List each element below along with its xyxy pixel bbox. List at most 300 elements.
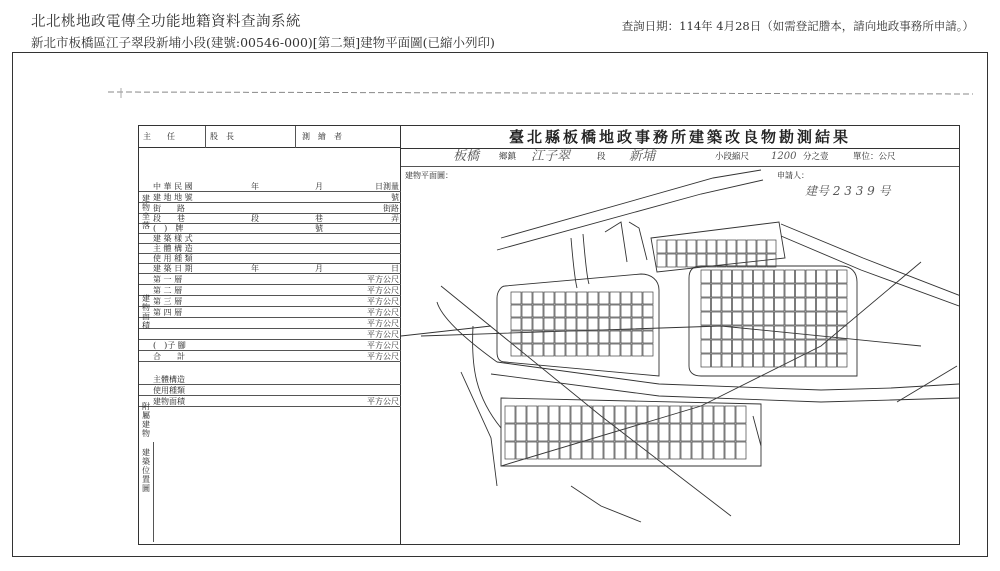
lot-cell xyxy=(712,354,722,367)
lot-cell xyxy=(681,442,691,459)
lot-cell xyxy=(701,354,711,367)
lot-cell xyxy=(817,270,827,283)
lot-cell xyxy=(785,270,795,283)
site-divider xyxy=(153,442,154,542)
row-label: 主 體 構 造 xyxy=(153,244,193,253)
lot-cell xyxy=(621,305,631,317)
lot-cell xyxy=(643,331,653,343)
lot-cell xyxy=(560,406,570,423)
row-mid-2: 月 xyxy=(315,182,323,191)
lot-cell xyxy=(577,318,587,330)
row-label: ( )子 腳 xyxy=(153,341,186,350)
applicant-label: 申請人： xyxy=(777,171,809,180)
lot-cell xyxy=(727,240,736,253)
row-unit: 平方公尺 xyxy=(367,319,399,328)
lot-cell xyxy=(582,424,592,441)
row-mid-1: 年 xyxy=(251,264,259,273)
lot-cell xyxy=(754,284,764,297)
lot-cell xyxy=(764,312,774,325)
lot-cell xyxy=(533,331,543,343)
form-row xyxy=(139,341,401,351)
lot-cell xyxy=(717,240,726,253)
lot-cell xyxy=(806,354,816,367)
lot-cell xyxy=(599,344,609,356)
lot-cell xyxy=(817,298,827,311)
map-panel xyxy=(401,126,959,544)
lot-cell xyxy=(555,292,565,304)
row-mid-1: 年 xyxy=(251,182,259,191)
form-row xyxy=(139,386,401,396)
lot-cell xyxy=(599,331,609,343)
lot-cell xyxy=(659,424,669,441)
lot-cell xyxy=(775,284,785,297)
lot-cell xyxy=(522,344,532,356)
lot-cell xyxy=(722,326,732,339)
row-unit: 平方公尺 xyxy=(367,286,399,295)
lot-cell xyxy=(838,284,848,297)
scale-unit: 分之壹 xyxy=(803,152,829,162)
lot-cell xyxy=(643,292,653,304)
lot-cell xyxy=(566,292,576,304)
lot-cell xyxy=(806,326,816,339)
lot-cell xyxy=(555,331,565,343)
form-row xyxy=(139,234,401,244)
lot-cell xyxy=(817,312,827,325)
lot-cell xyxy=(701,326,711,339)
lot-cell xyxy=(764,340,774,353)
row-label: 第 四 層 xyxy=(153,308,183,317)
lot-cell xyxy=(754,312,764,325)
lot-cell xyxy=(577,344,587,356)
lot-cell xyxy=(659,442,669,459)
document-title: 臺北縣板橋地政事務所建築改良物勘測結果 xyxy=(401,126,959,149)
form-row xyxy=(139,330,401,340)
lot-cell xyxy=(785,298,795,311)
form-row xyxy=(139,182,401,192)
lot-cell xyxy=(838,270,848,283)
lot-cell xyxy=(796,284,806,297)
lot-cell xyxy=(701,298,711,311)
lot-cell xyxy=(505,442,515,459)
lot-cell xyxy=(637,424,647,441)
lot-cell xyxy=(806,270,816,283)
lot-cell xyxy=(775,270,785,283)
lot-cell xyxy=(733,354,743,367)
lot-cell xyxy=(527,424,537,441)
row-mid-1: 段 xyxy=(251,214,259,223)
lot-cell xyxy=(767,240,776,253)
lot-cell xyxy=(692,424,702,441)
lot-cell xyxy=(754,298,764,311)
lot-cell xyxy=(703,424,713,441)
lot-cell xyxy=(626,406,636,423)
lot-cell xyxy=(754,326,764,339)
lot-cell xyxy=(796,298,806,311)
row-unit: 平方公尺 xyxy=(367,341,399,350)
lot-cell xyxy=(593,424,603,441)
lot-cell xyxy=(736,442,746,459)
lot-cell xyxy=(747,254,756,267)
lot-cell xyxy=(785,340,795,353)
signature-row xyxy=(139,126,401,148)
lot-cell xyxy=(712,326,722,339)
row-unit: 平方公尺 xyxy=(367,297,399,306)
lot-cell xyxy=(657,240,666,253)
lot-cell xyxy=(588,344,598,356)
row-label: 第 二 層 xyxy=(153,286,183,295)
lot-cell xyxy=(714,406,724,423)
lot-cell xyxy=(615,406,625,423)
row-unit: 平方公尺 xyxy=(367,308,399,317)
lot-cell xyxy=(626,442,636,459)
lot-cell xyxy=(588,318,598,330)
section-handwritten: 江子翠 xyxy=(531,149,571,164)
scale-handwritten: 1200 xyxy=(771,151,797,162)
lot-cell xyxy=(838,312,848,325)
row-unit: 弄 xyxy=(391,214,399,223)
form-row xyxy=(139,275,401,285)
lot-cell xyxy=(775,312,785,325)
row-label: 合 計 xyxy=(153,352,185,361)
lot-cell xyxy=(796,326,806,339)
lot-cell xyxy=(725,424,735,441)
lot-cell xyxy=(643,344,653,356)
lot-cell xyxy=(712,340,722,353)
lot-cell xyxy=(712,270,722,283)
lot-cell xyxy=(764,270,774,283)
lot-cell xyxy=(677,240,686,253)
row-unit: 街路 xyxy=(383,204,399,213)
form-row xyxy=(139,308,401,318)
lot-cell xyxy=(806,284,816,297)
lot-cell xyxy=(533,318,543,330)
lot-cell xyxy=(566,331,576,343)
lot-cell xyxy=(588,331,598,343)
lot-cell xyxy=(725,406,735,423)
lot-cell xyxy=(533,305,543,317)
lot-cell xyxy=(643,305,653,317)
lot-cell xyxy=(593,406,603,423)
lot-cell xyxy=(571,406,581,423)
lot-cell xyxy=(632,292,642,304)
lot-cell xyxy=(743,312,753,325)
lot-cell xyxy=(743,340,753,353)
row-mid-2: 巷 xyxy=(315,214,323,223)
lot-cell xyxy=(670,424,680,441)
lot-cell xyxy=(544,305,554,317)
chief-label: 股 長 xyxy=(205,126,292,148)
lot-cell xyxy=(785,312,795,325)
lot-cell xyxy=(817,340,827,353)
row-label: 建物面積 xyxy=(153,397,185,406)
lot-cell xyxy=(737,254,746,267)
lot-cell xyxy=(722,340,732,353)
lot-cell xyxy=(555,318,565,330)
lot-cell xyxy=(764,284,774,297)
lot-cell xyxy=(747,240,756,253)
lot-cell xyxy=(511,292,521,304)
lot-cell xyxy=(817,326,827,339)
lot-cell xyxy=(533,292,543,304)
lot-cell xyxy=(775,340,785,353)
lot-cell xyxy=(516,424,526,441)
lot-cell xyxy=(733,284,743,297)
form-row xyxy=(139,193,401,203)
lot-cell xyxy=(677,254,686,267)
lot-cell xyxy=(725,442,735,459)
lot-cell xyxy=(538,406,548,423)
section-label: 段 xyxy=(597,152,606,162)
lot-cell xyxy=(544,292,554,304)
lot-cell xyxy=(505,406,515,423)
row-unit: 日 xyxy=(391,264,399,273)
row-label: 第 三 層 xyxy=(153,297,183,306)
lot-cell xyxy=(736,406,746,423)
row-label: 街 路 xyxy=(153,204,185,213)
row-mid-2: 月 xyxy=(315,264,323,273)
lot-cell xyxy=(604,406,614,423)
lot-cell xyxy=(767,254,776,267)
form-row xyxy=(139,319,401,329)
lot-cell xyxy=(522,305,532,317)
lot-cell xyxy=(714,424,724,441)
lot-cell xyxy=(722,312,732,325)
side-label-annex: 附屬建物 xyxy=(142,402,150,438)
row-unit: 號 xyxy=(391,193,399,202)
lot-cell xyxy=(621,331,631,343)
lot-cell xyxy=(632,305,642,317)
lot-cell xyxy=(522,318,532,330)
row-unit: 平方公尺 xyxy=(367,275,399,284)
lot-cell xyxy=(599,305,609,317)
lot-cell xyxy=(743,284,753,297)
lot-cell xyxy=(610,305,620,317)
form-row xyxy=(139,244,401,254)
row-label: 建 築 日 期 xyxy=(153,264,193,273)
lot-cell xyxy=(701,340,711,353)
lot-cell xyxy=(610,318,620,330)
row-unit: 平方公尺 xyxy=(367,330,399,339)
lot-cell xyxy=(577,292,587,304)
lot-cell xyxy=(511,305,521,317)
form-row xyxy=(139,264,401,274)
lot-cell xyxy=(733,270,743,283)
unit-label: 單位：公尺 xyxy=(853,152,896,162)
side-label-seat: 建物坐落 xyxy=(142,194,150,230)
lot-cell xyxy=(632,331,642,343)
lot-cell xyxy=(733,312,743,325)
owner-label: 主 任 xyxy=(143,132,175,141)
lot-cell xyxy=(615,424,625,441)
lot-cell xyxy=(566,318,576,330)
lot-cell xyxy=(599,318,609,330)
lot-cell xyxy=(667,254,676,267)
lot-cell xyxy=(727,254,736,267)
form-row xyxy=(139,375,401,385)
lot-cell xyxy=(701,284,711,297)
lot-cell xyxy=(703,406,713,423)
lot-cell xyxy=(764,354,774,367)
lot-cell xyxy=(667,240,676,253)
lot-cell xyxy=(703,442,713,459)
lot-cell xyxy=(637,406,647,423)
lot-cell xyxy=(736,424,746,441)
lot-cell xyxy=(754,354,764,367)
lot-cell xyxy=(838,298,848,311)
lot-cell xyxy=(737,240,746,253)
lot-cell xyxy=(806,312,816,325)
row-label: 主體構造 xyxy=(153,375,185,384)
lot-cell xyxy=(757,240,766,253)
lot-cell xyxy=(733,298,743,311)
lot-cell xyxy=(560,424,570,441)
lot-cell xyxy=(743,270,753,283)
lot-cell xyxy=(697,240,706,253)
lot-cell xyxy=(827,270,837,283)
lot-cell xyxy=(577,305,587,317)
lot-cell xyxy=(571,424,581,441)
lot-cell xyxy=(681,424,691,441)
row-mid-2: 號 xyxy=(315,224,323,233)
row-label: 使用種類 xyxy=(153,386,185,395)
lot-cell xyxy=(610,292,620,304)
lot-cell xyxy=(560,442,570,459)
row-label: ( ) 牌 xyxy=(153,224,184,233)
row-unit: 日測量 xyxy=(375,182,399,191)
lot-cell xyxy=(743,298,753,311)
lot-cell xyxy=(632,344,642,356)
lot-cell xyxy=(806,298,816,311)
row-label: 中 華 民 國 xyxy=(153,182,193,191)
lot-cell xyxy=(621,344,631,356)
lot-cell xyxy=(712,298,722,311)
lot-cell xyxy=(566,305,576,317)
lot-cell xyxy=(599,292,609,304)
lot-cell xyxy=(687,254,696,267)
lot-cell xyxy=(707,254,716,267)
lot-cell xyxy=(582,406,592,423)
lot-cell xyxy=(577,331,587,343)
applicant-handwritten: 建号 2 3 3 9 号 xyxy=(805,184,891,198)
lot-cell xyxy=(722,354,732,367)
form-row xyxy=(139,297,401,307)
lot-cell xyxy=(701,312,711,325)
lot-cell xyxy=(648,424,658,441)
row-label: 使 用 種 類 xyxy=(153,254,193,263)
location-line xyxy=(401,148,959,167)
lot-cell xyxy=(522,292,532,304)
lot-cell xyxy=(555,344,565,356)
lot-cell xyxy=(827,312,837,325)
lot-cell xyxy=(838,340,848,353)
side-label-area: 建物面積 xyxy=(142,294,150,330)
lot-cell xyxy=(712,312,722,325)
lot-cell xyxy=(670,442,680,459)
lot-cell xyxy=(796,312,806,325)
form-row xyxy=(139,397,401,407)
lot-cell xyxy=(593,442,603,459)
lot-cell xyxy=(827,284,837,297)
lot-cell xyxy=(566,344,576,356)
site-plan-drawing xyxy=(401,166,959,544)
lot-cell xyxy=(775,298,785,311)
surveyor-label: 測 繪 者 xyxy=(295,126,342,148)
lot-cell xyxy=(733,340,743,353)
form-row xyxy=(139,352,401,362)
scan-top-line xyxy=(13,53,989,113)
lot-cell xyxy=(707,240,716,253)
lot-cell xyxy=(549,406,559,423)
lot-cell xyxy=(697,254,706,267)
row-label: 第 一 層 xyxy=(153,275,183,284)
lot-cell xyxy=(533,344,543,356)
lot-cell xyxy=(588,305,598,317)
system-title: 北北桃地政電傳全功能地籍資料查詢系統 xyxy=(31,14,301,30)
lot-cell xyxy=(722,270,732,283)
lot-cell xyxy=(722,284,732,297)
lot-cell xyxy=(610,331,620,343)
lot-cell xyxy=(610,344,620,356)
survey-document xyxy=(138,125,960,545)
document-subtitle: 新北市板橋區江子翠段新埔小段(建號:00546-000)[第二類]建物平面圖(已縮小列印) xyxy=(31,35,495,50)
lot-cell xyxy=(827,298,837,311)
lot-cell xyxy=(657,254,666,267)
side-label-site: 建築位置圖 xyxy=(142,448,150,493)
lot-cell xyxy=(511,318,521,330)
form-row xyxy=(139,214,401,224)
lot-cell xyxy=(785,354,795,367)
lot-cell xyxy=(722,298,732,311)
lot-cell xyxy=(827,354,837,367)
town-label: 鄉鎮 xyxy=(499,152,517,162)
lot-cell xyxy=(687,240,696,253)
lot-cell xyxy=(817,284,827,297)
plan-label: 建物平面圖： xyxy=(405,171,453,180)
lot-cell xyxy=(754,340,764,353)
form-row xyxy=(139,254,401,264)
lot-cell xyxy=(621,318,631,330)
lot-cell xyxy=(796,340,806,353)
lot-cell xyxy=(838,354,848,367)
lot-cell xyxy=(544,331,554,343)
lot-cell xyxy=(764,326,774,339)
lot-cell xyxy=(544,344,554,356)
lot-cell xyxy=(516,406,526,423)
lot-cell xyxy=(544,318,554,330)
lot-cell xyxy=(538,424,548,441)
row-label: 建 築 樣 式 xyxy=(153,234,193,243)
row-label: 建 地 地 號 xyxy=(153,193,193,202)
lot-cell xyxy=(632,318,642,330)
row-label: 段 巷 xyxy=(153,214,185,223)
form-panel xyxy=(139,126,401,544)
lot-cell xyxy=(764,298,774,311)
lot-cell xyxy=(754,270,764,283)
lot-cell xyxy=(785,284,795,297)
row-unit: 平方公尺 xyxy=(367,352,399,361)
form-row xyxy=(139,286,401,296)
lot-cell xyxy=(714,442,724,459)
town-handwritten: 板橋 xyxy=(453,149,480,164)
lot-cell xyxy=(549,424,559,441)
lot-cell xyxy=(681,406,691,423)
lot-cell xyxy=(692,442,702,459)
scale-label: 小段縮尺 xyxy=(715,152,750,162)
lot-cell xyxy=(582,442,592,459)
lot-cell xyxy=(659,406,669,423)
lot-cell xyxy=(527,406,537,423)
form-row xyxy=(139,204,401,214)
